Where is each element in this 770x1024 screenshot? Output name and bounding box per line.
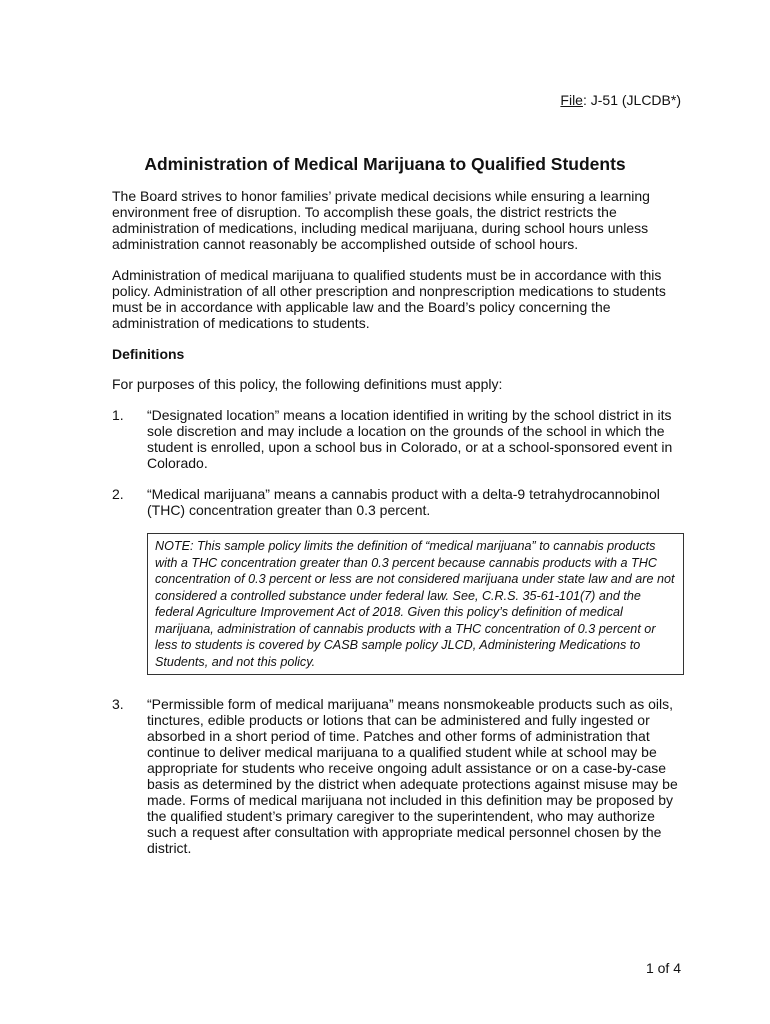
definitions-heading: Definitions <box>112 346 185 362</box>
definition-item-1 <box>112 407 684 471</box>
file-reference <box>560 91 681 109</box>
definitions-intro: For purposes of this policy, the following definitions must apply: <box>112 376 503 392</box>
definition-text: “Designated location” means a location identified in writing by the school district in its sole discretion and may include a location on the grounds of the school in which the student is enrolled, upon a school bus in Colorado, or at a school-sponsored event in Colorado. <box>147 407 673 471</box>
file-label: File <box>560 92 583 108</box>
definition-item-2 <box>112 486 684 518</box>
document-body <box>112 188 684 871</box>
scope-paragraph: Administration of medical marijuana to qualified students must be in accordance with this policy. Administration of all other prescription and nonprescription medications to students must be in accordance with applicable law and the Board’s policy concerning the administration of medications to students. <box>112 267 666 331</box>
note-box: NOTE: This sample policy limits the definition of “medical marijuana” to cannabis products with a THC concentration greater than 0.3 percent because cannabis products with a THC concentration of 0.3 percent or less are not considered marijuana under state law and are not considered a controlled substance under federal law. See, C.R.S. 35-61-101(7) and the federal Agriculture Improvement Act of 2018. Given this policy’s definition of medical marijuana, administration of cannabis products with a THC concentration of 0.3 percent or less to students is covered by CASB sample policy JLCD, Administering Medications to Students, and not this policy. <box>147 533 684 675</box>
definition-text: “Medical marijuana” means a cannabis product with a delta-9 tetrahydrocannobinol (THC) concentration greater than 0.3 percent. <box>147 486 660 518</box>
intro-paragraph: The Board strives to honor families’ private medical decisions while ensuring a learning environment free of disruption. To accomplish these goals, the district restricts the administration of medications, including medical marijuana, during school hours unless administration cannot reasonably be accomplished outside of school hours. <box>112 188 650 252</box>
definition-item-3 <box>112 696 684 856</box>
definition-number: 1. <box>112 407 124 423</box>
definition-number: 3. <box>112 696 124 712</box>
definition-number: 2. <box>112 486 124 502</box>
document-title: Administration of Medical Marijuana to Qualified Students <box>144 154 626 174</box>
file-code: : J-51 (JLCDB*) <box>582 92 681 108</box>
definition-text: “Permissible form of medical marijuana” means nonsmokeable products such as oils, tinctures, edible products or lotions that can be administered and fully ingested or absorbed in a short period of time. Patches and other forms of administration that continue to deliver medical marijuana to a qualified student while at school may be appropriate for students who receive ongoing adult assistance or on a case-by-case basis as determined by the district when adequate protections against misuse may be made. Forms of medical marijuana not included in this definition may be proposed by the qualified student’s primary caregiver to the superintendent, who may authorize such a request after consultation with appropriate medical personnel chosen by the district. <box>147 696 678 856</box>
page-number: 1 of 4 <box>645 960 681 976</box>
